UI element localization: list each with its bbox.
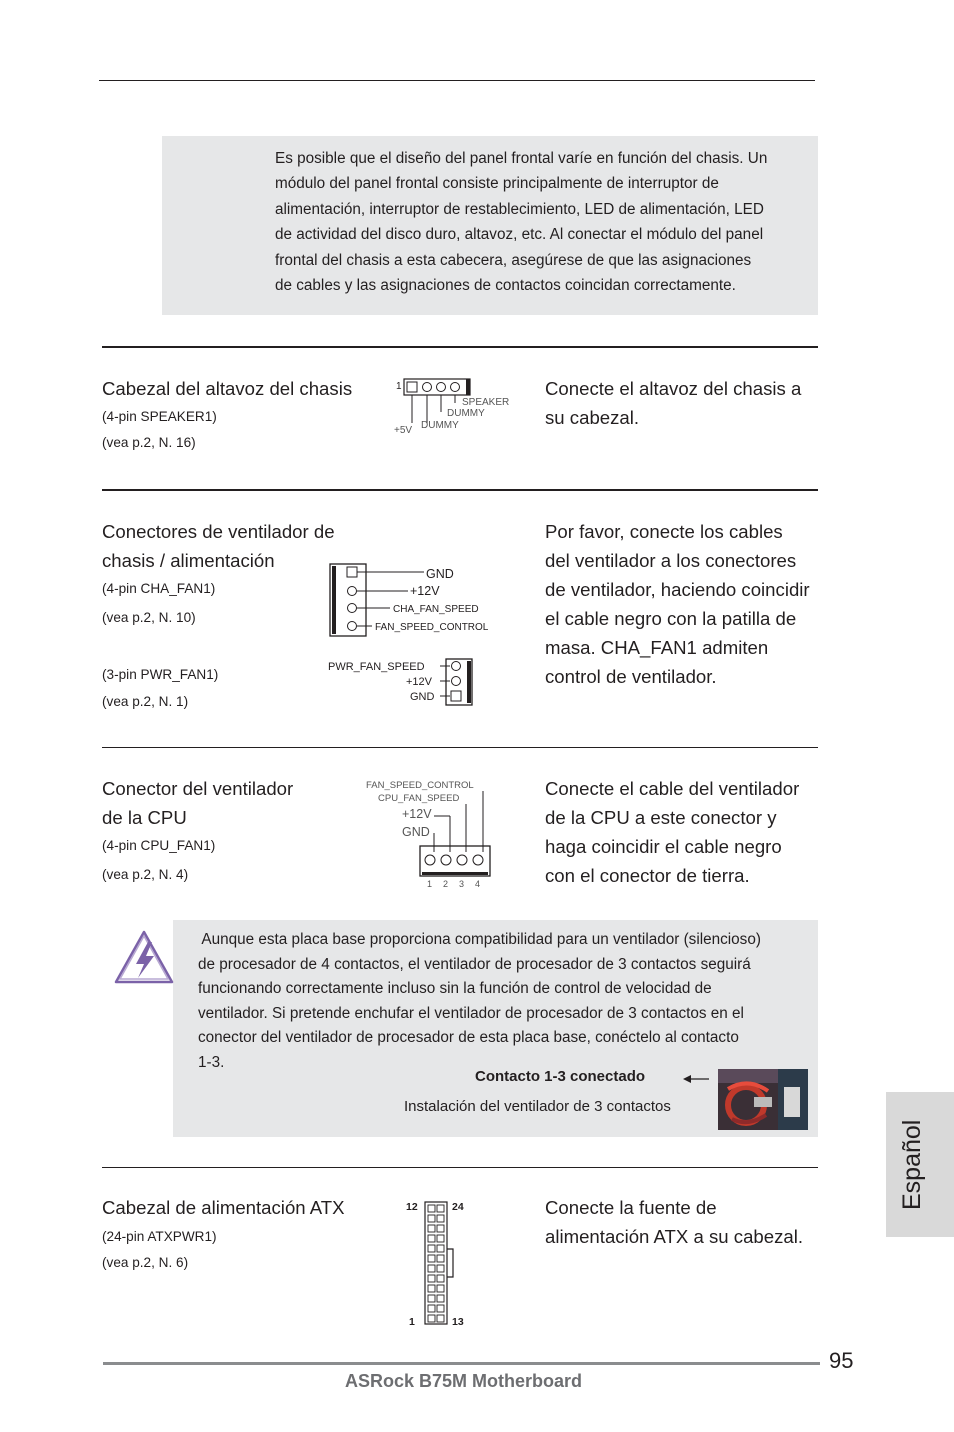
speaker-label-speaker: SPEAKER	[462, 397, 510, 408]
speaker-header-tab	[466, 379, 470, 395]
cpu-fan-pin-circle	[473, 855, 483, 865]
pwr-fan-pin: (3-pin PWR_FAN1)	[102, 667, 219, 682]
cpu-fan-label-speed: CPU_FAN_SPEED	[378, 793, 460, 804]
cpu-fan-pin-circle	[441, 855, 451, 865]
intro-line: de cables y las asignaciones de contactos coincidan correctamente.	[275, 277, 736, 295]
speaker-desc-line: Conecte el altavoz del chasis a	[545, 378, 802, 399]
pwr-fan-label-speed: PWR_FAN_SPEED	[328, 661, 425, 673]
cpu-fan-desc	[545, 774, 799, 890]
pwr-fan-pin-square	[451, 691, 461, 701]
speaker-title: Cabezal del altavoz del chasis	[102, 378, 353, 399]
atx-latch	[447, 1249, 453, 1277]
cpu-fan-pin-circle	[425, 855, 435, 865]
language-tab-label: Español	[898, 1119, 926, 1210]
cpu-fan-num: 2	[443, 879, 449, 889]
atx-pin	[428, 1305, 435, 1312]
atx-title: Cabezal de alimentación ATX	[102, 1197, 345, 1218]
pwr-fan-header-tab	[467, 661, 471, 703]
chassis-fan-desc-line: Por favor, conecte los cables	[545, 521, 783, 542]
intro-line: Es posible que el diseño del panel frontal varíe en función del chasis. Un	[275, 150, 768, 167]
cpu-fan-diagram	[364, 776, 494, 890]
speaker-pin-circle	[423, 383, 432, 392]
cha-fan-label-gnd: GND	[426, 567, 454, 581]
speaker-pin-circle	[451, 383, 460, 392]
atx-pin	[437, 1205, 444, 1212]
speaker-pin1-label: 1	[396, 381, 402, 392]
cpu-fan-title-line: Conector del ventilador	[102, 778, 294, 799]
cpu-fan-title-line: de la CPU	[102, 807, 187, 828]
pwr-fan-label-12v: +12V	[406, 676, 432, 688]
atx-pin	[437, 1255, 444, 1262]
warning-text	[198, 928, 820, 1075]
speaker-desc-line: su cabezal.	[545, 407, 640, 428]
cha-fan-pin-square	[347, 567, 357, 577]
atx-pin	[437, 1245, 444, 1252]
speaker-desc	[545, 374, 801, 432]
cha-fan-label-12v: +12V	[410, 584, 440, 598]
atx-pin	[428, 1315, 435, 1322]
cpu-fan-pin: (4-pin CPU_FAN1)	[102, 838, 216, 853]
warning-line: ventilador. Si pretende enchufar el ventilador de procesador de 3 contactos en el	[198, 1004, 744, 1022]
atx-num-1: 1	[409, 1316, 415, 1328]
chassis-fan-title-line: chasis / alimentación	[102, 550, 275, 571]
fan-install-photo	[718, 1069, 808, 1130]
pwr-fan-pin-circle	[452, 662, 461, 671]
intro-line: frontal del chasis a esta cabecera, asegúrese de que las asignaciones	[275, 251, 752, 269]
atx-pin	[437, 1315, 444, 1322]
section-rule	[102, 489, 818, 491]
arrow-left-icon	[681, 1072, 711, 1086]
cpu-fan-desc-line: Conecte el cable del ventilador	[545, 778, 800, 799]
atx-num-24: 24	[452, 1201, 464, 1213]
cpu-fan-num: 4	[475, 879, 481, 889]
atx-pin	[428, 1265, 435, 1272]
pwr-fan-pin-circle	[452, 677, 461, 686]
atx-pin	[428, 1295, 435, 1302]
atx-ref: (vea p.2, N. 6)	[102, 1255, 189, 1270]
pwr-fan-label-gnd: GND	[410, 691, 435, 703]
cpu-fan-desc-line: con el conector de tierra.	[545, 865, 750, 886]
chassis-fan-title-line: Conectores de ventilador de	[102, 521, 335, 542]
atx-pin	[428, 1205, 435, 1212]
cpu-fan-desc-line: haga coincidir el cable negro	[545, 836, 782, 857]
intro-text	[275, 146, 825, 298]
atx-pin: (24-pin ATXPWR1)	[102, 1229, 217, 1244]
atx-pin	[437, 1215, 444, 1222]
cha-fan-pin-circle	[348, 587, 357, 596]
cpu-fan-pin-circle	[457, 855, 467, 865]
warning-line: funcionando correctamente incluso sin la función de control de velocidad de	[198, 980, 712, 997]
atx-pin	[428, 1215, 435, 1222]
cha-fan-pin-circle	[348, 604, 357, 613]
atx-diagram	[404, 1197, 474, 1329]
atx-pin	[437, 1285, 444, 1292]
chassis-fan-desc-line: de ventilador, haciendo coincidir	[545, 579, 810, 600]
warning-line: Aunque esta placa base proporciona compatibilidad para un ventilador (silencioso)	[198, 931, 761, 948]
speaker-label-5v: +5V	[394, 425, 413, 436]
speaker-pin-circle	[437, 383, 446, 392]
cpu-fan-ref: (vea p.2, N. 4)	[102, 867, 189, 882]
atx-pin	[428, 1285, 435, 1292]
warning-line: 1-3.	[198, 1053, 225, 1071]
cha-fan-pin-circle	[348, 622, 357, 631]
chassis-fan-title	[102, 517, 335, 575]
speaker-ref: (vea p.2, N. 16)	[102, 435, 196, 450]
atx-desc	[545, 1193, 803, 1251]
top-rule	[99, 80, 815, 81]
chassis-fan-desc-line: control de ventilador.	[545, 666, 717, 687]
atx-desc-line: alimentación ATX a su cabezal.	[545, 1226, 804, 1247]
chassis-fan-desc-line: masa. CHA_FAN1 admiten	[545, 637, 769, 658]
warning-line: conector del ventilador de procesador de esta placa base, conéctelo al contacto	[198, 1029, 739, 1046]
atx-pin	[428, 1275, 435, 1282]
atx-pin	[428, 1255, 435, 1262]
speaker-diagram	[392, 375, 522, 437]
chassis-fan-desc-line: del ventilador a los conectores	[545, 550, 797, 571]
warning-icon	[112, 928, 176, 986]
intro-line: alimentación, interruptor de restablecimiento, LED de alimentación, LED	[275, 200, 764, 218]
atx-desc-line: Conecte la fuente de	[545, 1197, 717, 1218]
chassis-fan-ref: (vea p.2, N. 10)	[102, 610, 196, 625]
atx-pin-grid	[428, 1205, 444, 1322]
atx-pin	[428, 1225, 435, 1232]
warning-line: de procesador de 4 contactos, el ventilador de procesador de 3 contactos seguirá	[198, 955, 751, 973]
contact-label: Contacto 1-3 conectado	[475, 1068, 646, 1085]
atx-pin	[437, 1275, 444, 1282]
install-label: Instalación del ventilador de 3 contactos	[404, 1098, 671, 1115]
cpu-fan-desc-line: de la CPU a este conector y	[545, 807, 777, 828]
cpu-fan-header-outline	[420, 846, 490, 876]
cpu-fan-title	[102, 774, 293, 832]
atx-num-13: 13	[452, 1316, 464, 1328]
footer-title: ASRock B75M Motherboard	[345, 1371, 583, 1391]
atx-pin	[437, 1295, 444, 1302]
pwr-fan-diagram	[326, 656, 478, 708]
speaker-pin: (4-pin SPEAKER1)	[102, 409, 217, 424]
cpu-fan-num: 3	[459, 879, 465, 889]
pwr-fan-ref: (vea p.2, N. 1)	[102, 694, 189, 709]
atx-pin	[437, 1235, 444, 1242]
cha-fan-diagram	[328, 562, 508, 640]
atx-num-12: 12	[406, 1201, 418, 1213]
footer-rule	[103, 1362, 820, 1365]
intro-line: módulo del panel frontal consiste principalmente de interruptor de	[275, 175, 719, 193]
atx-pin	[428, 1245, 435, 1252]
atx-pin	[437, 1225, 444, 1232]
atx-pin	[437, 1265, 444, 1272]
cha-fan-label-control: FAN_SPEED_CONTROL	[375, 622, 489, 633]
intro-line: de actividad del disco duro, altavoz, etc. Al conectar el módulo del panel	[275, 226, 764, 244]
atx-pin	[437, 1305, 444, 1312]
cpu-fan-label-12v: +12V	[402, 807, 432, 821]
speaker-label-dummy: DUMMY	[447, 408, 485, 419]
chassis-fan-pin: (4-pin CHA_FAN1)	[102, 581, 216, 596]
speaker-pin-square	[407, 382, 417, 392]
atx-pin	[428, 1235, 435, 1242]
chassis-fan-desc-line: el cable negro con la patilla de	[545, 608, 797, 629]
speaker-label-dummy2: DUMMY	[421, 420, 459, 431]
cha-fan-label-speed: CHA_FAN_SPEED	[393, 604, 479, 615]
page-number: 95	[829, 1348, 854, 1373]
cpu-fan-header-tab	[422, 872, 488, 875]
section-rule	[102, 346, 818, 348]
cpu-fan-label-gnd: GND	[402, 825, 430, 839]
cha-fan-header-tab	[332, 566, 336, 634]
cpu-fan-label-control: FAN_SPEED_CONTROL	[366, 780, 474, 791]
section-rule	[102, 1167, 818, 1168]
chassis-fan-desc	[545, 517, 810, 691]
cpu-fan-num: 1	[427, 879, 433, 889]
section-rule	[102, 747, 818, 748]
